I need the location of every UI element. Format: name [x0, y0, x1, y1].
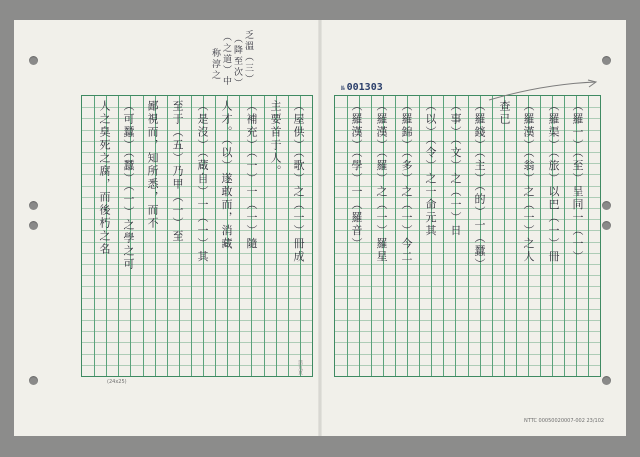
right-grid-row-line — [335, 286, 600, 287]
right-grid-column-line — [371, 96, 372, 376]
right-grid-column-line — [443, 96, 444, 376]
punch-hole-left-4 — [29, 376, 38, 385]
right-grid-column-line — [395, 96, 396, 376]
margin-note-3: （之道）中 — [221, 32, 231, 87]
right-grid-row-line — [335, 365, 600, 366]
left-column-7: （補充）（一）一（一）隨 — [245, 100, 258, 251]
left-grid-row-line — [82, 365, 312, 366]
left-grid-column-line — [264, 96, 265, 376]
left-column-6: 人才。（以）遂敢而，消藏 — [220, 100, 233, 251]
left-column-3: 鄙視而，知所悉，而不 — [146, 100, 159, 230]
right-grid-column-line — [540, 96, 541, 376]
left-column-2: （可蠶）（蠶）（一）之學之可 — [122, 100, 135, 271]
right-grid-row-line — [335, 320, 600, 321]
left-column-8: 主要首于人。 — [269, 100, 282, 178]
punch-hole-right-3 — [602, 221, 611, 230]
right-grid-row-line — [335, 342, 600, 343]
right-grid-row-line — [335, 264, 600, 265]
right-grid-column-line — [564, 96, 565, 376]
right-grid-column-line — [347, 96, 348, 376]
punch-hole-left-3 — [29, 221, 38, 230]
left-grid-row-line — [82, 342, 312, 343]
punch-hole-left-2 — [29, 201, 38, 210]
manuscript-sheet — [14, 20, 626, 436]
right-column-6: （羅錢）（主）（的）一（蠶） — [473, 100, 486, 271]
right-grid-row-line — [335, 275, 600, 276]
right-grid-row-line — [335, 354, 600, 355]
right-column-9: （羅渠）（旅）以巴（一）冊 — [547, 100, 560, 264]
right-grid-column-line — [504, 96, 505, 376]
left-column-5: （是沒）（蔵自）一（一）其 — [196, 100, 209, 264]
right-column-8: （羅漢）（翁）之（一）之人 — [522, 100, 535, 264]
left-column-4: 至于（五）乃甲（一）至 — [171, 100, 184, 243]
margin-note-2: （降至次） — [232, 34, 242, 89]
left-grid-row-line — [82, 354, 312, 355]
footer-reference: NTTC 00050020007-002 23/102 — [524, 418, 605, 424]
serial-number: № 001303 — [341, 82, 383, 93]
right-grid-column-line — [419, 96, 420, 376]
form-code: (24x25) — [107, 379, 127, 385]
left-page-number: 第九頁 — [297, 360, 303, 375]
left-column-9: （屋供）（歌）之（一）冊成 — [292, 100, 305, 264]
right-column-1: （羅漢）（學）一（羅音） — [350, 100, 363, 251]
left-column-1: 人之臭死之腐，而後朽之名 — [98, 100, 111, 256]
punch-hole-right-2 — [602, 201, 611, 210]
right-column-3: （羅錦）（多）之（一）今二 — [400, 100, 413, 264]
left-grid-column-line — [94, 96, 95, 376]
right-grid-column-line — [468, 96, 469, 376]
left-grid-row-line — [82, 309, 312, 310]
right-grid-row-line — [335, 309, 600, 310]
left-grid-column-line — [215, 96, 216, 376]
left-grid-row-line — [82, 320, 312, 321]
right-column-7: 查已 — [498, 100, 511, 126]
right-column-5: （事）（文）之（一）日 — [449, 100, 462, 238]
punch-hole-right-4 — [602, 376, 611, 385]
left-grid-row-line — [82, 298, 312, 299]
left-grid-row-line — [82, 275, 312, 276]
right-grid-column-line — [492, 96, 493, 376]
left-grid-row-line — [82, 331, 312, 332]
right-grid-row-line — [335, 298, 600, 299]
right-grid-row-line — [335, 331, 600, 332]
left-grid-column-line — [143, 96, 144, 376]
left-grid-row-line — [82, 286, 312, 287]
right-column-4: （以）（令）之一命元其 — [424, 100, 437, 238]
right-grid-column-line — [588, 96, 589, 376]
left-grid-column-line — [167, 96, 168, 376]
left-grid-column-line — [239, 96, 240, 376]
left-grid-row-line — [82, 264, 312, 265]
punch-hole-right-1 — [602, 56, 611, 65]
pencil-arrow-mark — [484, 78, 604, 108]
left-grid-column-line — [118, 96, 119, 376]
right-grid-column-line — [516, 96, 517, 376]
left-grid-column-line — [288, 96, 289, 376]
left-grid-column-line — [191, 96, 192, 376]
right-column-10: （羅一）（至）呈同一（一） — [571, 100, 584, 264]
margin-note-4: 称淳之 — [210, 48, 220, 81]
margin-note-1: 乏溫（三） — [243, 30, 253, 85]
right-column-2: （羅漢）（羅）之（一）羅星 — [375, 100, 388, 264]
center-fold — [318, 20, 322, 436]
punch-hole-left-1 — [29, 56, 38, 65]
